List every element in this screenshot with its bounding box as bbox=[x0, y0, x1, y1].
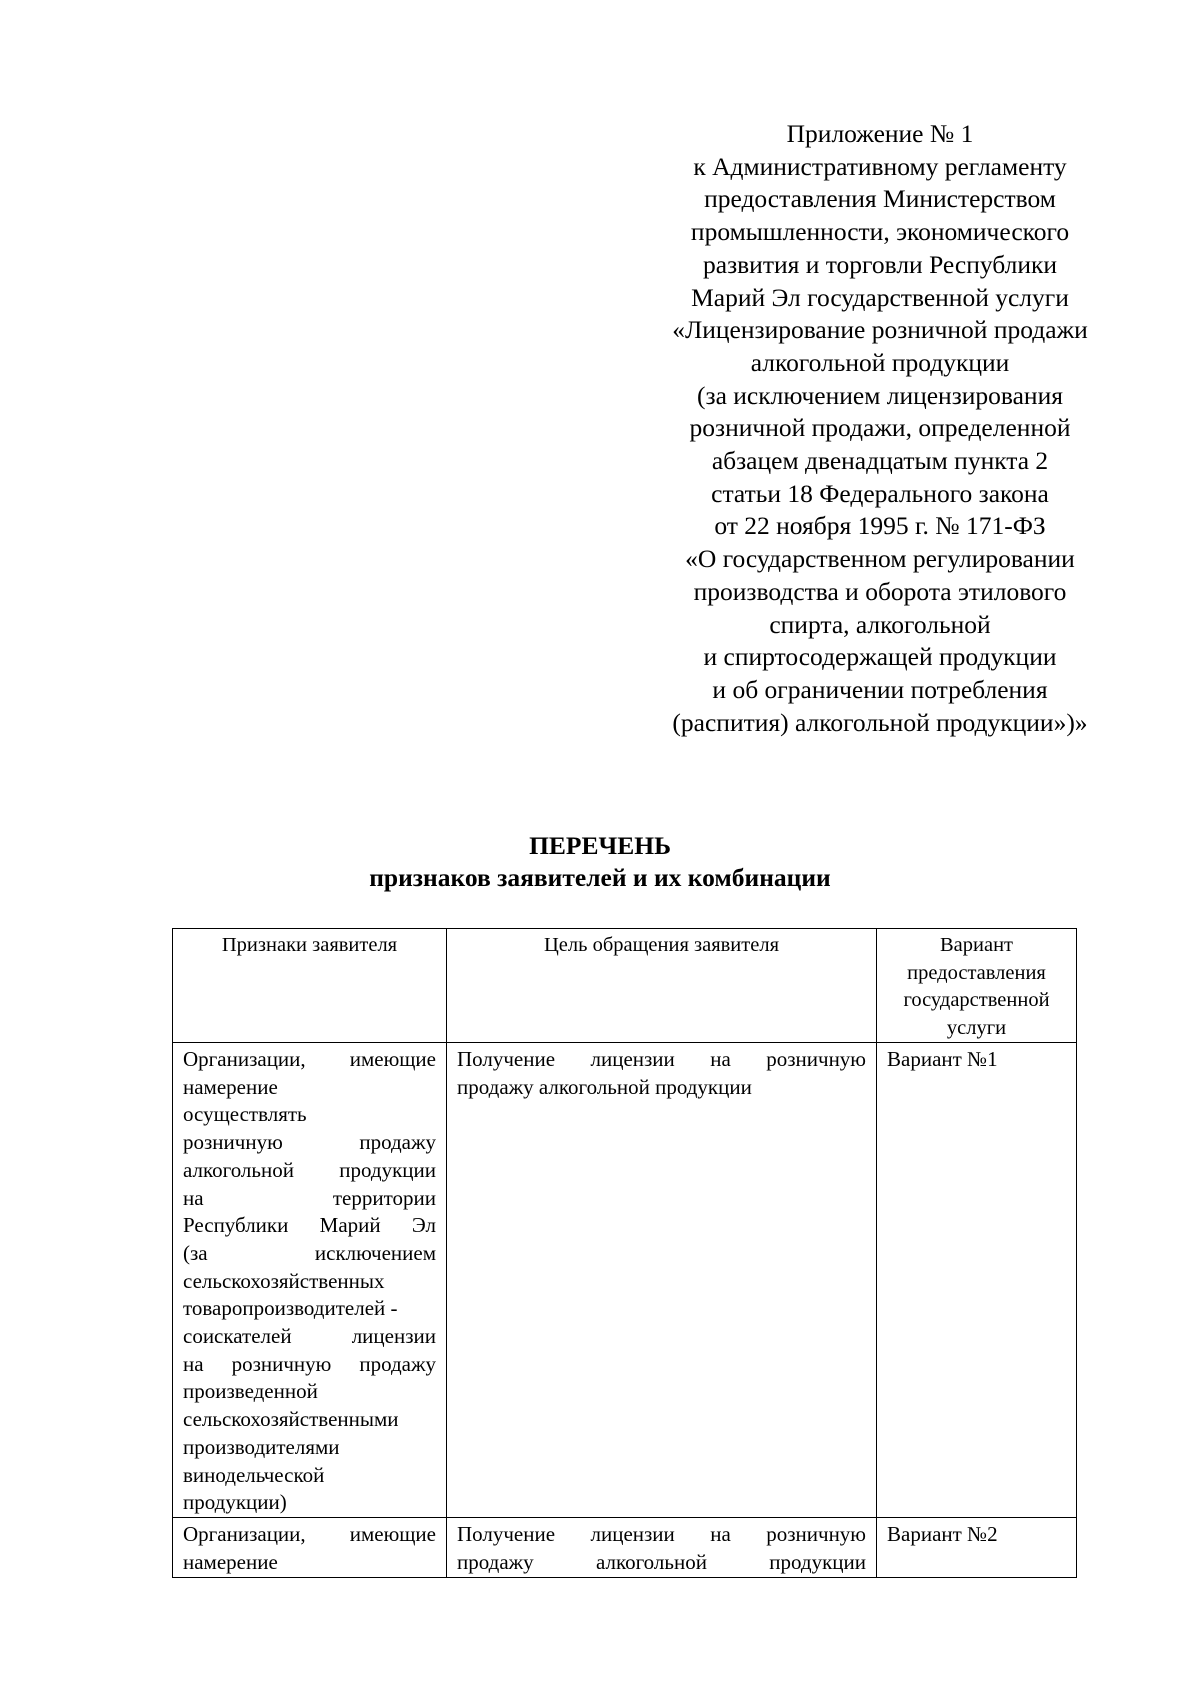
cell-line: осуществлять bbox=[183, 1102, 307, 1127]
appendix-line: промышленности, экономического bbox=[690, 217, 1070, 247]
cell-line: Республики Марий Эл bbox=[183, 1213, 436, 1238]
appendix-header bbox=[640, 118, 1120, 739]
title-line-2: признаков заявителей и их комбинации bbox=[369, 863, 831, 892]
cell-line: намерение bbox=[183, 1074, 278, 1099]
cell-line: (за исключением bbox=[183, 1240, 436, 1265]
cell-line: алкогольной продукции bbox=[183, 1157, 436, 1182]
document-title bbox=[0, 830, 1200, 894]
cell-line: сельскохозяйственных bbox=[183, 1268, 385, 1293]
cell-line: товаропроизводителей - bbox=[183, 1296, 398, 1321]
appendix-line: предоставления Министерством bbox=[704, 184, 1056, 214]
cell-line: Получение лицензии на розничную bbox=[457, 1047, 866, 1071]
cell-line: винодельческой bbox=[183, 1462, 325, 1487]
table-row bbox=[173, 1517, 1077, 1577]
cell-line: произведенной bbox=[183, 1379, 318, 1404]
appendix-line: «О государственном регулировании bbox=[685, 544, 1075, 574]
cell-line: соискателей лицензии bbox=[183, 1324, 436, 1349]
cell-line: продажу алкогольной продукции bbox=[457, 1074, 752, 1099]
cell-line: сельскохозяйственными bbox=[183, 1407, 399, 1432]
cell-line: Организации, имеющие bbox=[183, 1047, 436, 1071]
cell-line: продажу алкогольной продукции bbox=[457, 1549, 866, 1574]
header-purpose: Цель обращения заявителя bbox=[447, 929, 877, 1043]
cell-purpose bbox=[447, 1517, 877, 1577]
appendix-line: спирта, алкогольной bbox=[769, 609, 991, 639]
cell-purpose bbox=[447, 1043, 877, 1518]
cell-line: производителями bbox=[183, 1434, 340, 1459]
cell-applicant-signs bbox=[173, 1043, 447, 1518]
cell-line: на территории bbox=[183, 1185, 436, 1210]
header-applicant-signs: Признаки заявителя bbox=[173, 929, 447, 1043]
header-variant: Вариант предоставления государственной услуги bbox=[877, 929, 1077, 1043]
appendix-line: и об ограничении потребления bbox=[712, 674, 1048, 704]
cell-line: намерение bbox=[183, 1549, 278, 1574]
appendix-line: алкогольной продукции bbox=[750, 347, 1010, 377]
cell-line: Получение лицензии на розничную bbox=[457, 1521, 866, 1546]
table-header-row bbox=[173, 929, 1077, 1043]
appendix-line: статьи 18 Федерального закона bbox=[711, 478, 1049, 508]
appendix-line: развития и торговли Республики bbox=[703, 249, 1057, 279]
cell-applicant-signs bbox=[173, 1517, 447, 1577]
appendix-line: розничной продажи, определенной bbox=[689, 413, 1071, 443]
appendix-line: от 22 ноября 1995 г. № 171-ФЗ bbox=[714, 511, 1046, 541]
appendix-line: Марий Эл государственной услуги bbox=[691, 282, 1069, 312]
appendix-line: (за исключением лицензирования bbox=[697, 380, 1063, 410]
cell-variant: Вариант №2 bbox=[877, 1517, 1077, 1577]
title-line-1: ПЕРЕЧЕНЬ bbox=[529, 831, 671, 860]
cell-line: на розничную продажу bbox=[183, 1351, 436, 1376]
cell-line: продукции) bbox=[183, 1490, 287, 1515]
appendix-line: и спиртосодержащей продукции bbox=[703, 642, 1057, 672]
applicant-signs-table bbox=[172, 928, 1077, 1578]
cell-line: Организации, имеющие bbox=[183, 1521, 436, 1546]
appendix-line: абзацем двенадцатым пункта 2 bbox=[711, 446, 1049, 476]
appendix-line: «Лицензирование розничной продажи bbox=[672, 315, 1088, 345]
appendix-line: Приложение № 1 bbox=[786, 119, 974, 148]
appendix-line: (распития) алкогольной продукции»)» bbox=[672, 707, 1088, 737]
cell-line: розничную продажу bbox=[183, 1130, 436, 1155]
appendix-line: к Административному регламенту bbox=[693, 151, 1067, 181]
appendix-line: производства и оборота этилового bbox=[693, 576, 1067, 606]
cell-variant: Вариант №1 bbox=[877, 1043, 1077, 1518]
table-row bbox=[173, 1043, 1077, 1518]
